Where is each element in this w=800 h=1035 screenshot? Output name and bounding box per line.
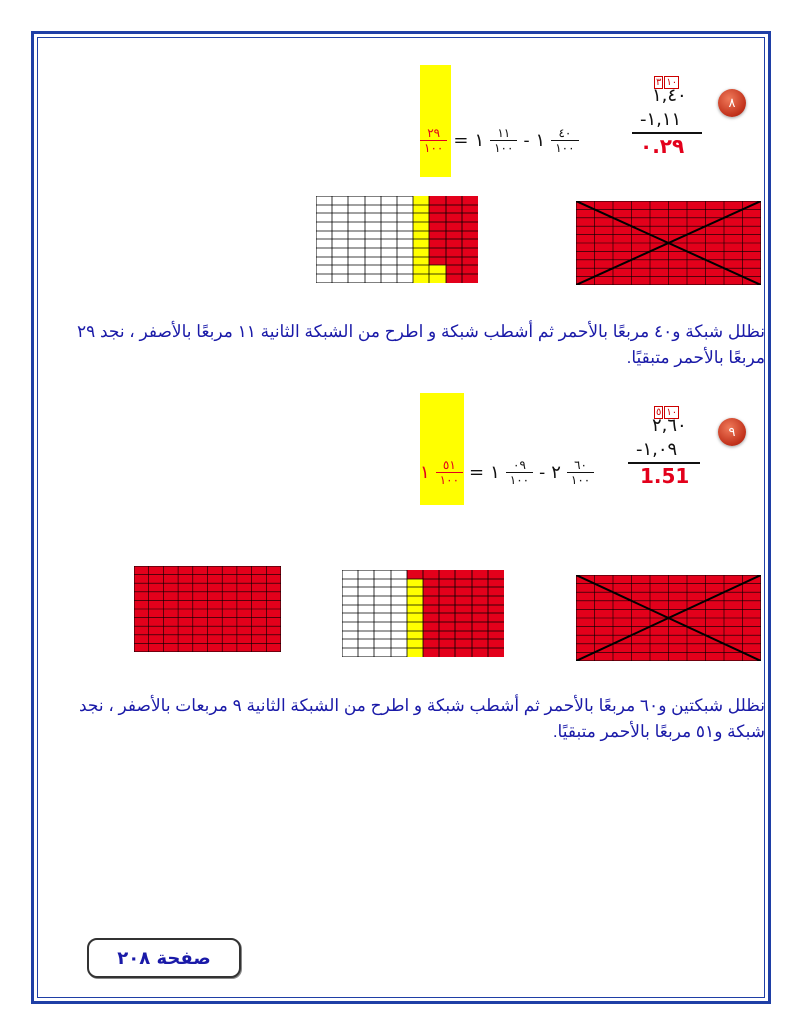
highlight-bar: [420, 393, 464, 505]
fraction: [551, 126, 578, 155]
crossed-grid-9: [576, 575, 761, 661]
crossed-grid-8: [576, 201, 761, 285]
whole-number: ١: [535, 130, 546, 151]
carry-boxes: [640, 70, 700, 88]
numerator: ٥١: [442, 458, 456, 472]
problem-9-vertical-subtraction: [632, 400, 702, 490]
result-whole-number: ١: [420, 462, 430, 483]
subtrahend: ١,١١-: [640, 109, 682, 130]
problem-8-equation: [420, 126, 579, 155]
problem-8-explanation: نظلل شبكة و٤٠ مربعًا بالأحمر ثم أشطب شبكة و اطرح من الشبكة الثانية ١١ مربعًا بالأصفر ، نجد ٢٩ مربعًا بالأحمر متبقيًا.: [76, 322, 765, 367]
whole-number: ١: [490, 462, 500, 483]
fraction: [567, 458, 594, 487]
full-grid-9: [134, 566, 281, 652]
minus-sign: -: [539, 462, 546, 483]
numerator: ١١: [497, 126, 511, 140]
highlight-bar: [420, 65, 451, 177]
problem-9-equation: [420, 458, 594, 487]
denominator: ١٠٠: [420, 140, 447, 155]
page-frame-inner: [37, 37, 765, 998]
minus-sign: -: [523, 130, 530, 151]
numerator: ٢٩: [427, 126, 441, 140]
subtraction-result: ٠.٢٩: [640, 134, 685, 158]
carry-boxes: [632, 400, 702, 418]
numerator: ٤٠: [558, 126, 572, 140]
equals-sign: =: [453, 130, 469, 151]
fraction: [490, 126, 517, 155]
numerator: ٠٩: [513, 458, 526, 472]
subtraction-result: 1.51: [640, 464, 690, 488]
denominator: ١٠٠: [567, 472, 594, 487]
minuend: ٢,٦٠: [652, 415, 687, 436]
denominator: ١٠٠: [490, 140, 517, 155]
result-fraction: [420, 126, 447, 155]
carry-box: ٥: [656, 407, 662, 418]
page-number-label: صفحة ٢٠٨: [87, 938, 241, 978]
problem-9-badge: ٩: [718, 418, 746, 446]
fraction: [506, 458, 533, 487]
numerator: ٦٠: [574, 458, 587, 472]
equals-sign: =: [469, 462, 485, 483]
problem-8-badge: ٨: [718, 89, 746, 117]
result-fraction: [436, 458, 463, 487]
carry-box: ١٠: [666, 77, 678, 88]
whole-number: ٢: [551, 462, 561, 483]
denominator: ١٠٠: [436, 472, 463, 487]
minuend: ١,٤٠: [652, 85, 687, 106]
whole-number: ١: [474, 130, 485, 151]
denominator: ١٠٠: [506, 472, 533, 487]
partial-grid-9: [342, 570, 504, 657]
subtrahend: ١,٠٩-: [636, 439, 678, 460]
carry-box: ١٠: [666, 407, 678, 418]
problem-9-explanation: نظلل شبكتين و٦٠ مربعًا بالأحمر ثم أشطب شبكة و اطرح من الشبكة الثانية ٩ مربعات بالأصفر ، نجد شبكة و٥١ مربعًا بالأحمر متبقيًا.: [78, 696, 765, 741]
carry-box: ٣: [656, 77, 662, 88]
denominator: ١٠٠: [551, 140, 578, 155]
problem-8-vertical-subtraction: [640, 70, 700, 160]
partial-grid-8: [316, 196, 478, 283]
